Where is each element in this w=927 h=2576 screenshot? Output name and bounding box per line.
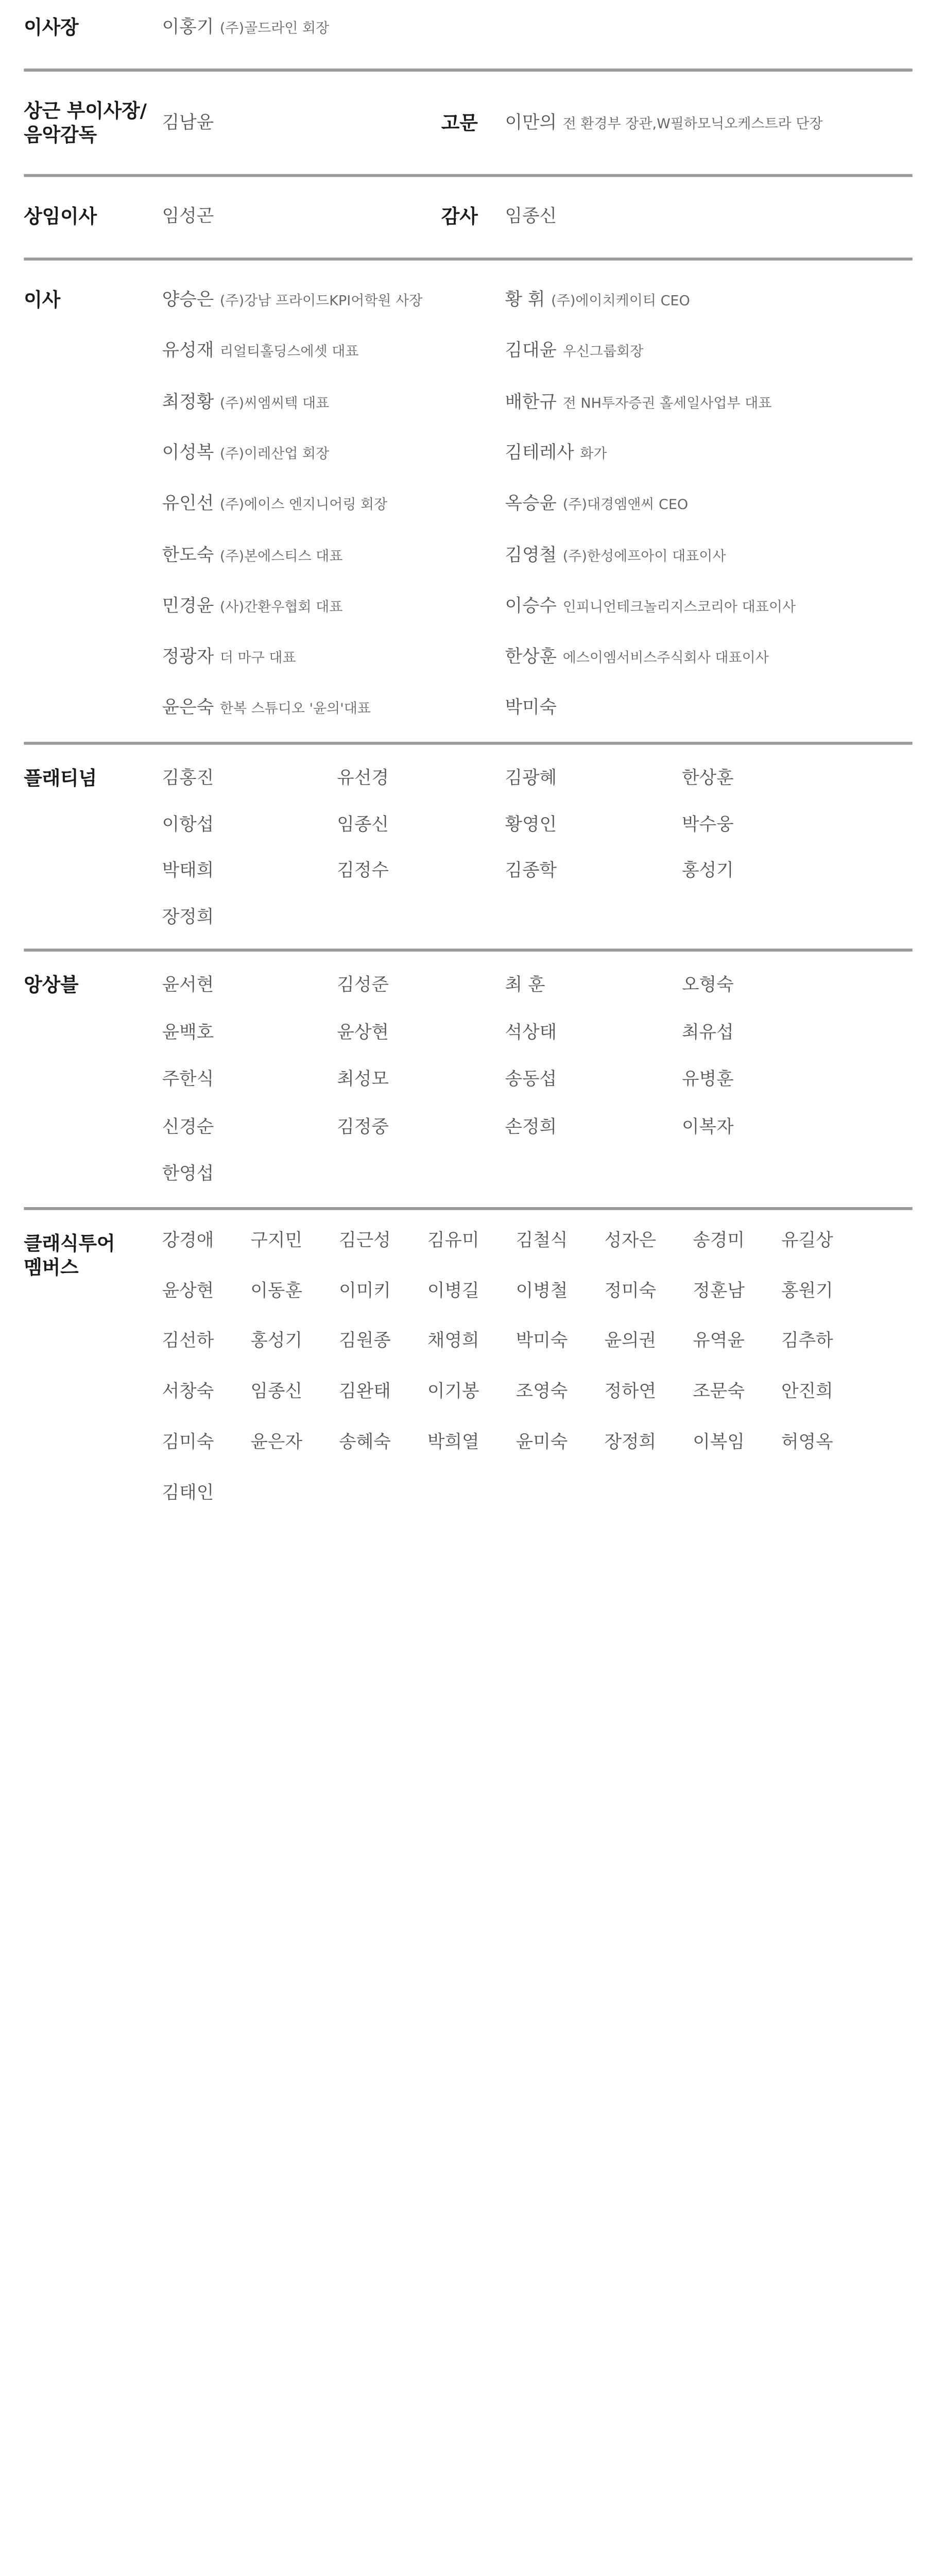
member-entry xyxy=(162,973,214,997)
member-entry xyxy=(682,973,734,997)
member-entry xyxy=(162,646,296,670)
member-name: 유성재 xyxy=(162,340,214,362)
member-name: 임종신 xyxy=(250,1381,303,1402)
member-entry xyxy=(337,973,389,997)
member-name: 정미숙 xyxy=(604,1280,657,1301)
tour-members-label-text: 클래식투어 멤버스 xyxy=(24,1233,115,1279)
member-entry xyxy=(693,1431,745,1454)
member-entry xyxy=(682,1115,734,1139)
member-name: 유병훈 xyxy=(681,1069,734,1090)
vice-chair-label xyxy=(24,99,153,147)
member-entry xyxy=(781,1279,833,1303)
member-entry xyxy=(162,1021,214,1044)
member-entry xyxy=(337,859,389,883)
member-role: 인피니언테크놀리지스코리아 대표이사 xyxy=(562,599,796,616)
member-name: 윤은숙 xyxy=(162,697,214,719)
member-name: 송동섭 xyxy=(505,1069,557,1090)
member-name: 정하연 xyxy=(604,1381,657,1402)
tour-members-label xyxy=(24,1232,133,1280)
member-entry xyxy=(516,1279,568,1303)
member-entry xyxy=(250,1279,302,1303)
member-role: (주)본에스티스 대표 xyxy=(219,548,343,565)
member-name: 채영희 xyxy=(427,1331,479,1352)
member-entry xyxy=(162,813,214,837)
member-entry xyxy=(505,813,557,837)
member-name: 서창숙 xyxy=(162,1381,214,1402)
member-role: 전 NH투자증권 홀세일사업부 대표 xyxy=(562,395,772,412)
member-entry xyxy=(505,973,545,997)
member-entry xyxy=(604,1330,656,1353)
directors-label: 이사 xyxy=(24,289,61,312)
member-name: 장정희 xyxy=(604,1431,657,1453)
member-name: 유인선 xyxy=(162,493,214,515)
member-name: 김종학 xyxy=(505,860,557,881)
standing-director-label: 상임이사 xyxy=(24,206,97,228)
member-name: 송경미 xyxy=(693,1230,745,1251)
member-name: 양승은 xyxy=(162,289,214,311)
member-name: 정훈남 xyxy=(693,1280,745,1301)
member-name: 홍성기 xyxy=(250,1331,303,1352)
member-name: 성자은 xyxy=(604,1230,657,1251)
member-entry xyxy=(604,1279,656,1303)
member-entry xyxy=(162,442,330,466)
divider xyxy=(24,1207,912,1210)
member-entry xyxy=(505,595,796,619)
member-entry xyxy=(162,1068,214,1092)
divider xyxy=(24,174,912,177)
member-entry xyxy=(427,1380,479,1404)
member-entry xyxy=(250,1431,302,1454)
member-name: 박수웅 xyxy=(681,814,734,835)
member-name: 신경순 xyxy=(162,1116,214,1137)
member-name: 윤은자 xyxy=(250,1431,303,1453)
member-entry xyxy=(682,1021,734,1044)
member-name: 박미숙 xyxy=(516,1331,568,1352)
member-entry xyxy=(505,1068,557,1092)
member-entry xyxy=(682,767,734,790)
member-name: 김대윤 xyxy=(505,340,557,362)
standing-director-name: 임성곤 xyxy=(162,206,214,227)
member-role: (사)간환우협회 대표 xyxy=(219,599,343,616)
member-name: 강경애 xyxy=(162,1230,214,1251)
member-name: 한상훈 xyxy=(681,767,734,789)
member-name: 이동훈 xyxy=(250,1280,303,1301)
member-entry xyxy=(781,1431,833,1454)
member-name: 박희열 xyxy=(427,1431,479,1453)
member-name: 김테레사 xyxy=(505,442,574,464)
member-role: (주)강남 프라이드KPI어학원 사장 xyxy=(219,293,423,310)
member-entry xyxy=(505,544,726,568)
member-entry xyxy=(505,1115,557,1139)
member-entry xyxy=(604,1380,656,1404)
member-entry xyxy=(682,813,734,837)
member-role: (주)씨엠씨텍 대표 xyxy=(219,395,330,412)
advisor-name: 이만의 xyxy=(505,112,557,133)
member-name: 유길상 xyxy=(781,1230,833,1251)
member-entry xyxy=(427,1431,479,1454)
member-entry xyxy=(516,1330,568,1353)
member-role: (주)이레산업 회장 xyxy=(219,446,330,463)
member-entry xyxy=(427,1229,479,1252)
member-name: 민경윤 xyxy=(162,595,214,617)
member-entry xyxy=(693,1380,745,1404)
member-name: 윤상현 xyxy=(162,1280,214,1301)
member-name: 김유미 xyxy=(427,1230,479,1251)
member-name: 김성준 xyxy=(337,974,389,995)
member-entry xyxy=(337,813,389,837)
member-name: 이병길 xyxy=(427,1280,479,1301)
member-name: 이복임 xyxy=(693,1431,745,1453)
member-entry xyxy=(781,1330,833,1353)
member-entry xyxy=(162,1162,214,1186)
member-entry xyxy=(250,1330,302,1353)
member-name: 오형숙 xyxy=(681,974,734,995)
member-name: 김근성 xyxy=(339,1230,391,1251)
member-name: 안진희 xyxy=(781,1381,833,1402)
member-entry xyxy=(162,767,214,790)
member-entry xyxy=(162,697,371,721)
member-name: 황 휘 xyxy=(505,289,545,311)
member-name: 홍성기 xyxy=(681,860,734,881)
member-role: 더 마구 대표 xyxy=(219,650,296,667)
member-name: 김선하 xyxy=(162,1331,214,1352)
member-entry xyxy=(505,493,688,517)
member-entry xyxy=(162,1330,214,1353)
member-entry xyxy=(693,1229,745,1252)
member-name: 김정수 xyxy=(337,860,389,881)
divider xyxy=(24,948,912,952)
member-name: 주한식 xyxy=(162,1069,214,1090)
member-name: 이항섭 xyxy=(162,814,214,835)
member-name: 황영인 xyxy=(505,814,557,835)
member-name: 임종신 xyxy=(337,814,389,835)
member-entry xyxy=(162,1431,214,1454)
member-name: 김정중 xyxy=(337,1116,389,1137)
member-entry xyxy=(604,1431,656,1454)
divider xyxy=(24,742,912,745)
member-entry xyxy=(505,697,557,720)
chairman-name: 이홍기 xyxy=(162,16,214,38)
advisor-label: 고문 xyxy=(441,112,478,134)
member-name: 옥승윤 xyxy=(505,493,557,515)
member-name: 유선경 xyxy=(337,767,389,789)
member-entry xyxy=(781,1229,833,1252)
member-name: 장정희 xyxy=(162,906,214,927)
member-name: 이성복 xyxy=(162,442,214,464)
member-name: 김철식 xyxy=(516,1230,568,1251)
member-entry xyxy=(339,1431,391,1454)
member-entry xyxy=(162,1115,214,1139)
member-entry xyxy=(337,1115,389,1139)
member-name: 김광혜 xyxy=(505,767,557,789)
advisor-entry xyxy=(505,111,822,136)
member-name: 윤서현 xyxy=(162,974,214,995)
member-entry xyxy=(505,646,768,670)
member-entry xyxy=(781,1380,833,1404)
member-name: 이복자 xyxy=(681,1116,734,1137)
member-entry xyxy=(505,340,643,364)
member-entry xyxy=(162,544,343,568)
member-entry xyxy=(693,1330,745,1353)
auditor-entry xyxy=(505,205,557,229)
member-entry xyxy=(337,1021,389,1044)
member-entry xyxy=(505,442,607,466)
member-name: 이미키 xyxy=(339,1280,391,1301)
vice-chair-entry xyxy=(162,111,214,135)
member-name: 정광자 xyxy=(162,646,214,668)
divider xyxy=(24,69,912,72)
member-entry xyxy=(682,859,734,883)
member-entry xyxy=(505,1021,557,1044)
chairman-entry xyxy=(162,16,330,41)
member-entry xyxy=(427,1330,479,1353)
member-name: 배한규 xyxy=(505,391,557,413)
member-entry xyxy=(505,289,690,313)
member-name: 김추하 xyxy=(781,1331,833,1352)
member-entry xyxy=(693,1279,745,1303)
member-entry xyxy=(162,595,343,619)
standing-director-entry xyxy=(162,205,214,229)
member-entry xyxy=(162,1380,214,1404)
member-role: 화가 xyxy=(580,446,607,463)
member-name: 김태인 xyxy=(162,1482,214,1503)
auditor-label: 감사 xyxy=(441,206,478,228)
member-entry xyxy=(339,1330,391,1353)
member-entry xyxy=(162,859,214,883)
member-entry xyxy=(505,767,557,790)
member-name: 최 훈 xyxy=(505,974,545,995)
member-entry xyxy=(162,1481,214,1505)
advisor-role: 전 환경부 장관,W필하모닉오케스트라 단장 xyxy=(562,116,823,132)
vice-chair-label-text: 상근 부이사장/ 음악감독 xyxy=(24,100,147,146)
member-entry xyxy=(162,340,359,364)
member-name: 김원종 xyxy=(339,1331,391,1352)
member-name: 손정희 xyxy=(505,1116,557,1137)
platinum-label: 플래티넘 xyxy=(24,767,97,790)
member-name: 윤백호 xyxy=(162,1022,214,1043)
member-role: (주)에이스 엔지니어링 회장 xyxy=(219,497,388,514)
member-entry xyxy=(427,1279,479,1303)
member-entry xyxy=(162,1229,214,1252)
member-role: 우신그룹회장 xyxy=(562,344,644,361)
member-entry xyxy=(337,1068,389,1092)
member-name: 박태희 xyxy=(162,860,214,881)
member-name: 김영철 xyxy=(505,544,557,566)
member-entry xyxy=(516,1431,568,1454)
vice-chair-name: 김남윤 xyxy=(162,112,214,133)
member-entry xyxy=(162,493,388,517)
member-name: 한영섭 xyxy=(162,1163,214,1184)
member-role: (주)한성에프아이 대표이사 xyxy=(562,548,726,565)
member-entry xyxy=(339,1279,391,1303)
member-name: 김홍진 xyxy=(162,767,214,789)
member-name: 허영옥 xyxy=(781,1431,833,1453)
member-role: (주)에이치케이티 CEO xyxy=(551,293,690,310)
member-name: 석상태 xyxy=(505,1022,557,1043)
member-entry xyxy=(162,391,330,415)
member-name: 이병철 xyxy=(516,1280,568,1301)
member-role: (주)대경엠앤씨 CEO xyxy=(562,497,689,514)
member-name: 이기봉 xyxy=(427,1381,479,1402)
member-entry xyxy=(505,859,557,883)
member-role: 한복 스튜디오 '윤의'대표 xyxy=(219,701,371,718)
member-entry xyxy=(339,1229,391,1252)
member-role: 리얼티홀딩스에셋 대표 xyxy=(219,344,359,361)
auditor-name: 임종신 xyxy=(505,206,557,227)
member-name: 이승수 xyxy=(505,595,557,617)
member-name: 윤상현 xyxy=(337,1022,389,1043)
member-name: 송혜숙 xyxy=(339,1431,391,1453)
member-entry xyxy=(250,1229,302,1252)
member-entry xyxy=(516,1229,568,1252)
ensemble-label: 앙상블 xyxy=(24,974,79,996)
member-name: 최성모 xyxy=(337,1069,389,1090)
member-name: 유역윤 xyxy=(693,1331,745,1352)
member-entry xyxy=(516,1380,568,1404)
member-name: 조영숙 xyxy=(516,1381,568,1402)
member-name: 한상훈 xyxy=(505,646,557,668)
member-entry xyxy=(250,1380,302,1404)
member-name: 최정황 xyxy=(162,391,214,413)
chairman-label: 이사장 xyxy=(24,16,79,39)
member-entry xyxy=(162,1279,214,1303)
member-name: 박미숙 xyxy=(505,697,557,719)
member-name: 김완태 xyxy=(339,1381,391,1402)
member-entry xyxy=(505,391,771,415)
member-name: 최유섭 xyxy=(681,1022,734,1043)
member-name: 윤의권 xyxy=(604,1331,657,1352)
member-entry xyxy=(339,1380,391,1404)
member-entry xyxy=(162,289,423,313)
member-role: 에스이엠서비스주식회사 대표이사 xyxy=(562,650,769,667)
divider xyxy=(24,258,912,261)
member-name: 한도숙 xyxy=(162,544,214,566)
member-entry xyxy=(162,905,214,929)
member-name: 조문숙 xyxy=(693,1381,745,1402)
chairman-role: (주)골드라인 회장 xyxy=(219,21,330,37)
member-name: 김미숙 xyxy=(162,1431,214,1453)
member-name: 홍원기 xyxy=(781,1280,833,1301)
member-name: 윤미숙 xyxy=(516,1431,568,1453)
member-entry xyxy=(682,1068,734,1092)
member-entry xyxy=(337,767,389,790)
member-name: 구지민 xyxy=(250,1230,303,1251)
member-entry xyxy=(604,1229,656,1252)
